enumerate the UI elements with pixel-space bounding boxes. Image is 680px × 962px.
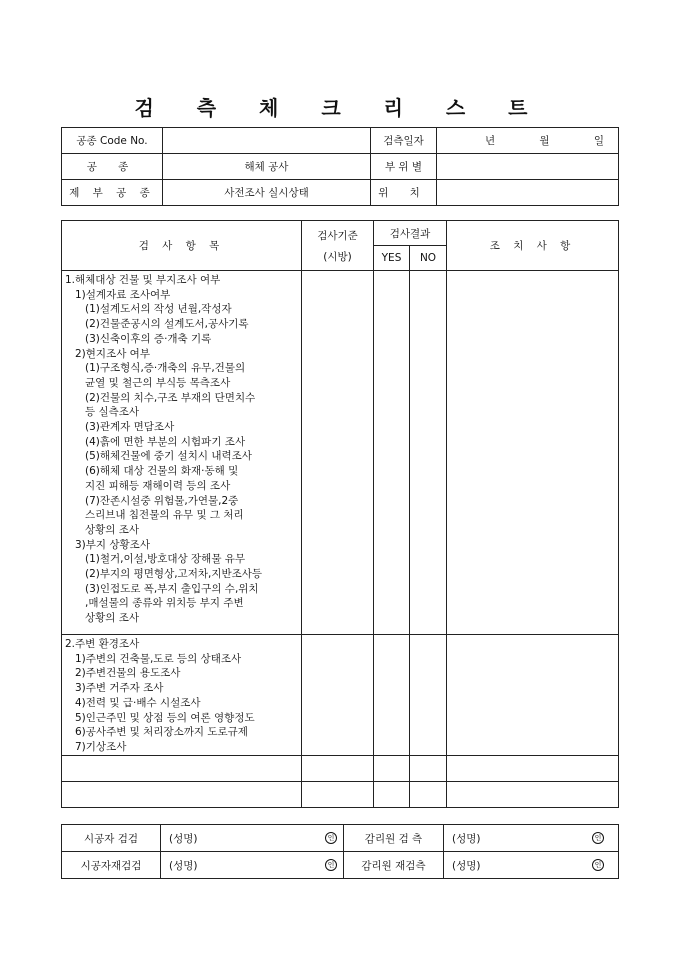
section1-item: 3)부지 상황조사: [75, 538, 150, 551]
blank-row-1-yes[interactable]: [374, 755, 410, 781]
seal-icon: 인: [325, 832, 337, 844]
section1-item: 1.해체대상 건물 및 부지조사 여부: [65, 274, 221, 286]
section1-item: (5)해체건물에 중기 설치시 내력조사: [85, 450, 252, 463]
section1-item: (3)관계자 면담조사: [85, 421, 175, 434]
section1-item: (6)해체 대상 건물의 화재·동해 및: [85, 465, 239, 478]
section2-item: 7)기상조사: [75, 740, 127, 753]
contractor-reinspect-signature[interactable]: [161, 852, 344, 879]
section1-item: 스리브내 침전물의 유무 및 그 처리: [85, 509, 244, 522]
section2-action[interactable]: [447, 635, 619, 756]
section1-item: (4)흙에 면한 부분의 시험파기 조사: [85, 435, 246, 448]
part-label: 부 위 별: [371, 154, 437, 180]
section1-item: (7)잔존시설중 위험물,가연물,2중: [85, 494, 239, 507]
header-action: 조 치 사 항: [447, 221, 619, 271]
location-value[interactable]: [437, 180, 619, 206]
sub-work-label: 제 부 공 종: [62, 180, 163, 206]
info-table: [61, 127, 619, 206]
section1-item: 지진 피해등 재해이력 등의 조사: [85, 479, 231, 492]
inspect-date-label: 검측일자: [371, 128, 437, 154]
section2-yes[interactable]: [374, 635, 410, 756]
name-placeholder: (성명): [169, 832, 198, 845]
section2-no[interactable]: [410, 635, 447, 756]
sign-table: [61, 824, 619, 879]
section1-item: (1)철거,이설,방호대상 장해물 유무: [85, 553, 246, 566]
date-year: 년: [485, 135, 496, 147]
date-month: 월: [539, 135, 550, 147]
section2-item: 4)전력 및 급·배수 시설조사: [75, 696, 201, 709]
section2-item: 3)주변 거주자 조사: [75, 682, 164, 695]
seal-icon: 인: [325, 859, 337, 871]
section1-item: 상황의 조사: [85, 612, 140, 625]
blank-row-1-no[interactable]: [410, 755, 447, 781]
part-value[interactable]: [437, 154, 619, 180]
header-result: 검사결과: [374, 221, 447, 246]
section1-item: 1)설계자료 조사여부: [75, 288, 171, 301]
section1-item: 2)현지조사 여부: [75, 347, 150, 360]
section1-item: 상황의 조사: [85, 523, 140, 536]
section2-item: 6)공사주변 및 처리장소까지 도로규제: [75, 726, 248, 739]
section1-item: (1)구조형식,증·개축의 유무,건물의: [85, 362, 246, 375]
contractor-inspect-label: 시공자 검검: [62, 825, 161, 852]
section1-items: [62, 271, 302, 635]
supervisor-reinspect-signature[interactable]: [444, 852, 619, 879]
section1-yes[interactable]: [374, 271, 410, 635]
work-value: 해체 공사: [163, 154, 371, 180]
blank-row-2-action[interactable]: [447, 781, 619, 807]
blank-row-1-action[interactable]: [447, 755, 619, 781]
section1-item: 등 실측조사: [85, 406, 140, 419]
location-label: 위 치: [371, 180, 437, 206]
blank-row-2-criteria[interactable]: [302, 781, 374, 807]
name-placeholder: (성명): [452, 832, 481, 845]
supervisor-inspect-signature[interactable]: [444, 825, 619, 852]
work-code-value[interactable]: [163, 128, 371, 154]
contractor-reinspect-label: 시공자재검검: [62, 852, 161, 879]
blank-row-1-criteria[interactable]: [302, 755, 374, 781]
blank-row-2-items[interactable]: [62, 781, 302, 807]
section1-criteria[interactable]: [302, 271, 374, 635]
section1-no[interactable]: [410, 271, 447, 635]
blank-row-2-yes[interactable]: [374, 781, 410, 807]
section2-item: 1)주변의 건축물,도로 등의 상태조사: [75, 652, 242, 665]
supervisor-inspect-label: 감리원 검 측: [344, 825, 444, 852]
section2-items: [62, 635, 302, 756]
contractor-inspect-signature[interactable]: [161, 825, 344, 852]
seal-icon: 인: [592, 832, 604, 844]
section1-item: (3)신축이후의 증·개축 기록: [85, 332, 212, 345]
seal-icon: 인: [592, 859, 604, 871]
header-criteria: 검사기준 (시방): [302, 221, 374, 271]
section1-item: (2)부지의 평면형상,고저차,지반조사등: [85, 568, 263, 581]
date-day: 일: [593, 135, 604, 147]
section2-item: 5)인근주민 및 상점 등의 여론 영향정도: [75, 711, 255, 724]
name-placeholder: (성명): [452, 859, 481, 872]
header-yes: YES: [374, 246, 410, 271]
sub-work-value: 사전조사 실시상태: [163, 180, 371, 206]
section1-action[interactable]: [447, 271, 619, 635]
work-code-label: 공종 Code No.: [62, 128, 163, 154]
checklist-table: [61, 220, 619, 808]
blank-row-2-no[interactable]: [410, 781, 447, 807]
section2-item: 2.주변 환경조사: [65, 638, 140, 650]
inspect-date-value[interactable]: [437, 128, 619, 154]
section1-item: 균열 및 철근의 부식등 목측조사: [85, 376, 231, 389]
section2-criteria[interactable]: [302, 635, 374, 756]
header-no: NO: [410, 246, 447, 271]
work-label: 공 종: [62, 154, 163, 180]
section1-item: (1)설계도서의 작성 년월,작성자: [85, 303, 232, 316]
page-title: 검 측 체 크 리 스 트: [134, 96, 546, 120]
section2-item: 2)주변건물의 용도조사: [75, 667, 181, 680]
name-placeholder: (성명): [169, 859, 198, 872]
supervisor-reinspect-label: 감리원 재검측: [344, 852, 444, 879]
section1-item: ,매설물의 종류와 위치등 부지 주변: [85, 597, 244, 610]
header-items: 검 사 항 목: [62, 221, 302, 271]
blank-row-1-items[interactable]: [62, 755, 302, 781]
section1-item: (2)건물준공시의 설계도서,공사기록: [85, 318, 249, 331]
section1-item: (3)인접도로 폭,부지 출입구의 수,위치: [85, 582, 259, 595]
section1-item: (2)건물의 치수,구조 부재의 단면치수: [85, 391, 256, 404]
